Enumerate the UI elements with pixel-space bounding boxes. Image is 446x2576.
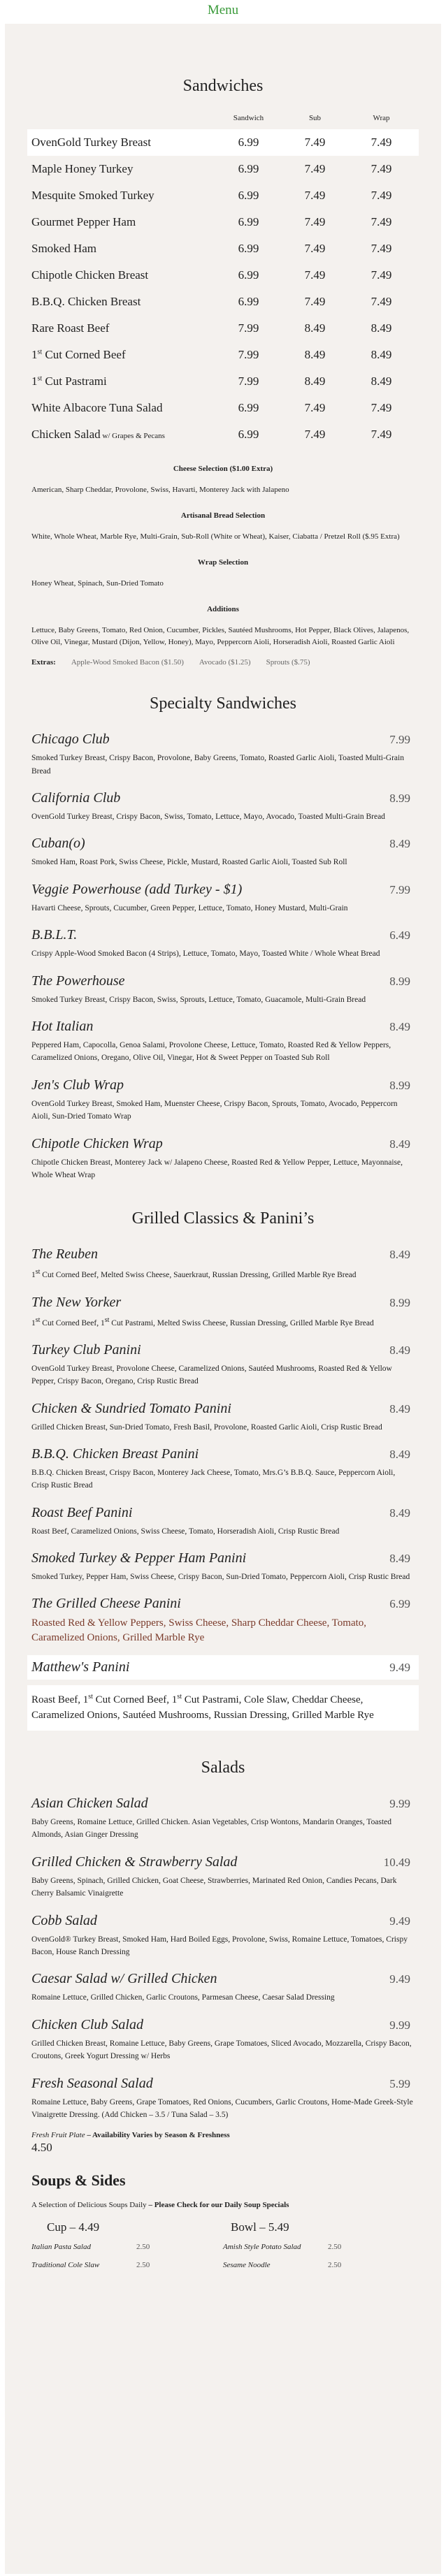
item-price: 7.99 <box>389 733 410 747</box>
bread-title: Artisanal Bread Selection <box>180 511 266 521</box>
price-row <box>31 315 415 342</box>
price-sub: 8.49 <box>304 374 326 388</box>
soups-title: Soups & Sides <box>31 2171 126 2190</box>
item-price: 8.49 <box>389 1552 410 1566</box>
price-sandwich: 7.99 <box>238 348 259 361</box>
menu-item <box>31 1796 415 1842</box>
price-row <box>31 421 415 448</box>
price-sub: 7.49 <box>304 401 326 414</box>
item-desc: OvenGold Turkey Breast, Crispy Bacon, Swiss, Tomato, Lettuce, Mayo, Avocado, Toasted Multi-Grain Bread <box>31 813 385 822</box>
additions-title: Additions <box>207 605 239 614</box>
item-price: 9.99 <box>389 2018 410 2032</box>
item-name: Jen's Club Wrap <box>31 1077 124 1093</box>
fresh-fruit-note: – Availability Varies by Season & Freshness <box>85 2131 230 2140</box>
price-row <box>31 289 415 315</box>
price-wrap: 7.49 <box>371 242 392 255</box>
row-name: Chicken Salad w/ Grapes & Pecans <box>31 428 165 441</box>
fresh-fruit-label: Fresh Fruit Plate <box>31 2131 85 2140</box>
sandwiches-title: Sandwiches <box>182 77 264 95</box>
extra-item: Sprouts ($.75) <box>266 658 310 667</box>
row-name: Gourmet Pepper Ham <box>31 215 136 228</box>
cup-price: Cup – 4.49 <box>47 2220 100 2234</box>
price-sandwich: 6.99 <box>238 215 259 228</box>
menu-item <box>31 2017 415 2063</box>
item-price: 8.49 <box>389 1343 410 1357</box>
item-desc: OvenGold Turkey Breast, Smoked Ham, Muenster Cheese, Crispy Bacon, Sprouts, Tomato, Avocado, Peppercorn Aioli, Sun-Dried Tomato Wrap <box>31 1099 398 1121</box>
item-desc: Havarti Cheese, Sprouts, Cucumber, Green Pepper, Lettuce, Tomato, Honey Mustard, Multi-Grain <box>31 903 348 912</box>
item-name: Chicken Club Salad <box>31 2016 143 2032</box>
cheese-title: Cheese Selection ($1.00 Extra) <box>173 465 273 473</box>
price-sandwich: 7.99 <box>238 321 259 335</box>
row-name: 1st Cut Corned Beef <box>31 348 126 361</box>
specialty-list <box>31 732 415 1181</box>
item-name: Matthew's Panini <box>31 1659 130 1675</box>
price-sandwich: 6.99 <box>238 242 259 255</box>
menu-link[interactable]: Menu <box>207 3 239 17</box>
item-price: 8.99 <box>389 792 410 806</box>
row-name: Smoked Ham <box>31 242 97 255</box>
grilled-list <box>31 1342 415 1584</box>
price-wrap: 8.49 <box>371 374 392 388</box>
price-row <box>31 262 415 289</box>
item-price: 5.99 <box>389 2076 410 2090</box>
side-price: 2.50 <box>136 2243 150 2252</box>
menu-item <box>31 1913 415 1959</box>
item-price: 9.49 <box>389 1914 410 1928</box>
price-sub: 7.49 <box>304 295 326 308</box>
item-price: 8.49 <box>389 1019 410 1033</box>
side-name: Traditional Cole Slaw <box>31 2261 100 2270</box>
side-price: 2.50 <box>136 2261 150 2270</box>
price-row <box>31 156 415 182</box>
item-price: 6.99 <box>389 1597 410 1611</box>
item-name: Fresh Seasonal Salad <box>31 2075 153 2091</box>
item-desc: Baby Greens, Romaine Lettuce, Grilled Chicken. Asian Vegetables, Crisp Wontons, Mandarin Oranges, Toasted Almonds, Asian Ginger Dressing <box>31 1817 392 1840</box>
item-name: B.B.Q. Chicken Breast Panini <box>31 1446 199 1462</box>
fresh-fruit <box>31 2131 415 2139</box>
menu-item <box>31 732 415 778</box>
item-name: Smoked Turkey & Pepper Ham Panini <box>31 1550 247 1566</box>
item-name: Chicken & Sundried Tomato Panini <box>31 1400 231 1416</box>
price-wrap: 8.49 <box>371 348 392 361</box>
item-desc: Grilled Chicken Breast, Sun-Dried Tomato, Fresh Basil, Provolone, Roasted Garlic Aioli, Crisp Rustic Bread <box>31 1422 382 1432</box>
item-name: The Powerhouse <box>31 973 125 989</box>
bread-text: White, Whole Wheat, Marble Rye, Multi-Grain, Sub-Roll (White or Wheat), Kaiser, Ciabatta / Pretzel Roll ($.95 Extra) <box>31 532 400 541</box>
price-sub: 7.49 <box>304 215 326 228</box>
price-sandwich: 6.99 <box>238 268 259 282</box>
item-price: 6.49 <box>389 929 410 943</box>
row-name: Maple Honey Turkey <box>31 162 134 175</box>
item-desc: Baby Greens, Spinach, Grilled Chicken, Goat Cheese, Strawberries, Marinated Red Onion, Candies Pecans, Dark Cherry Balsamic Vinaigrette <box>31 1876 397 1898</box>
price-sandwich: 6.99 <box>238 162 259 175</box>
item-price: 9.49 <box>389 1972 410 1986</box>
item-name: Caesar Salad w/ Grilled Chicken <box>31 1971 217 1987</box>
price-row <box>31 342 415 368</box>
item-name: Veggie Powerhouse (add Turkey - $1) <box>31 881 243 897</box>
item-name: Asian Chicken Salad <box>31 1795 148 1811</box>
item-price: 10.49 <box>383 1855 410 1869</box>
price-sandwich: 6.99 <box>238 136 259 149</box>
menu-item <box>31 836 415 868</box>
item-desc: Smoked Turkey Breast, Crispy Bacon, Provolone, Baby Greens, Tomato, Roasted Garlic Aioli, Toasted Multi-Grain Bread <box>31 754 404 776</box>
menu-item <box>31 1246 415 1281</box>
item-desc: Roast Beef, Caramelized Onions, Swiss Cheese, Tomato, Horseradish Aioli, Crisp Rustic Bread <box>31 1527 340 1536</box>
specialty-title: Specialty Sandwiches <box>150 694 296 713</box>
salads-list <box>31 1796 415 2121</box>
price-row <box>31 395 415 421</box>
column-wrap: Wrap <box>373 114 390 122</box>
item-price: 8.49 <box>389 1402 410 1416</box>
sides-grid <box>31 2243 415 2269</box>
price-sub: 7.49 <box>304 136 326 149</box>
row-name: OvenGold Turkey Breast <box>31 136 151 149</box>
item-desc: Smoked Ham, Roast Pork, Swiss Cheese, Pickle, Mustard, Roasted Garlic Aioli, Toasted Sub Roll <box>31 858 347 867</box>
soup-intro: A Selection of Delicious Soups Daily – Please Check for our Daily Soup Specials <box>31 2201 289 2210</box>
cup-bowl-prices <box>31 2220 415 2234</box>
extras-label: Extras: <box>31 658 56 667</box>
menu-document <box>5 24 441 2574</box>
price-sandwich: 6.99 <box>238 295 259 308</box>
side-name: Italian Pasta Salad <box>31 2243 91 2252</box>
item-price: 9.49 <box>389 1661 410 1675</box>
menu-item <box>31 927 415 960</box>
item-price: 8.49 <box>389 837 410 851</box>
price-sub: 8.49 <box>304 348 326 361</box>
item-desc: Grilled Chicken Breast, Romaine Lettuce, Baby Greens, Grape Tomatoes, Sliced Avocado, Mozzarella, Crispy Bacon, Croutons, Greek Yogurt Dressing w/ Herbs <box>31 2039 412 2061</box>
item-desc: Romaine Lettuce, Grilled Chicken, Garlic Croutons, Parmesan Cheese, Caesar Salad Dressing <box>31 1993 335 2002</box>
price-sandwich: 6.99 <box>238 428 259 441</box>
menu-item <box>27 1655 419 1680</box>
item-desc: Smoked Turkey Breast, Crispy Bacon, Swiss, Sprouts, Lettuce, Tomato, Guacamole, Multi-Grain Bread <box>31 995 366 1004</box>
item-name: The New Yorker <box>31 1294 122 1310</box>
item-name: Chipotle Chicken Wrap <box>31 1135 163 1151</box>
sandwich-column-headers <box>31 114 415 122</box>
side-price: 2.50 <box>328 2243 342 2252</box>
cheese-text: American, Sharp Cheddar, Provolone, Swiss, Havarti, Monterey Jack with Jalapeno <box>31 486 289 494</box>
price-wrap: 7.49 <box>371 401 392 414</box>
price-wrap: 7.49 <box>371 136 392 149</box>
price-sub: 8.49 <box>304 321 326 335</box>
price-row <box>31 182 415 209</box>
item-price: 8.49 <box>389 1248 410 1262</box>
wrap-title: Wrap Selection <box>197 558 249 567</box>
item-name: Roast Beef Panini <box>31 1504 133 1520</box>
item-desc: Chipotle Chicken Breast, Monterey Jack w/ Jalapeno Cheese, Roasted Red & Yellow Pepper, Lettuce, Mayonnaise, Whole Wheat Wrap <box>31 1158 403 1179</box>
item-desc: Peppered Ham, Capocolla, Genoa Salami, Provolone Cheese, Lettuce, Tomato, Roasted Red & Yellow Peppers, Caramelized Onions, Oregano, Olive Oil, Vinegar, Hot & Sweet Pepper on Toasted Sub Roll <box>31 1040 391 1063</box>
item-desc: Roasted Red & Yellow Peppers, Swiss Cheese, Sharp Cheddar Cheese, Tomato, Caramelized Onions, Grilled Marble Rye <box>31 1617 367 1644</box>
wrap-text: Honey Wheat, Spinach, Sun-Dried Tomato <box>31 579 164 588</box>
item-desc: 1st Cut Corned Beef, Melted Swiss Cheese, Sauerkraut, Russian Dressing, Grilled Marble Rye Bread <box>31 1268 357 1280</box>
additions-text: Lettuce, Baby Greens, Tomato, Red Onion, Cucumber, Pickles, Sautéed Mushrooms, Hot Pepper, Black Olives, Jalapenos, Olive Oil, Vinegar, Mustard (Dijon, Yellow, Honey), Mayo, Peppercorn Aioli, Horseradish Aioli, Roasted Garlic Aioli <box>31 626 410 647</box>
price-sandwich: 6.99 <box>238 401 259 414</box>
menu-item <box>31 1446 415 1492</box>
menu-item <box>31 1854 415 1900</box>
item-desc: OvenGold® Turkey Breast, Smoked Ham, Hard Boiled Eggs, Provolone, Swiss, Romaine Lettuce, Tomatoes, Crispy Bacon, House Ranch Dressing <box>31 1935 408 1956</box>
item-price: 8.49 <box>389 1447 410 1461</box>
item-desc: B.B.Q. Chicken Breast, Crispy Bacon, Monterey Jack Cheese, Tomato, Mrs.G’s B.B.Q. Sauce, Peppercorn Aioli, Crisp Rustic Bread <box>31 1468 396 1490</box>
price-wrap: 8.49 <box>371 321 392 335</box>
item-desc: Romaine Lettuce, Baby Greens, Grape Tomatoes, Red Onions, Cucumbers, Garlic Croutons, Home-Made Greek-Style Vinaigrette Dressing. (Add Chicken – 3.5 / Tuna Salad – 3.5) <box>31 2097 413 2119</box>
menu-item <box>31 1401 415 1434</box>
item-name: The Grilled Cheese Panini <box>31 1596 181 1612</box>
item-name: Hot Italian <box>31 1018 94 1034</box>
sandwich-options <box>31 465 415 648</box>
price-sub: 7.49 <box>304 242 326 255</box>
side-name: Sesame Noodle <box>223 2261 271 2270</box>
item-desc: OvenGold Turkey Breast, Provolone Cheese, Caramelized Onions, Sautéed Mushrooms, Roasted Red & Yellow Pepper, Crispy Bacon, Oregano, Crisp Rustic Bread <box>31 1364 392 1386</box>
price-row <box>31 235 415 262</box>
item-desc: 1st Cut Corned Beef, 1st Cut Pastrami, Melted Swiss Cheese, Russian Dressing, Grilled Marble Rye Bread <box>31 1316 374 1327</box>
price-sub: 7.49 <box>304 189 326 202</box>
menu-item <box>31 882 415 915</box>
row-name: 1st Cut Pastrami <box>31 374 107 388</box>
item-price: 9.99 <box>389 1796 410 1810</box>
price-row <box>31 368 415 395</box>
item-name: Cuban(o) <box>31 836 85 852</box>
price-sub: 7.49 <box>304 268 326 282</box>
side-price: 2.50 <box>328 2261 342 2270</box>
extra-item: Avocado ($1.25) <box>199 658 251 667</box>
menu-item <box>31 1505 415 1538</box>
item-price: 8.99 <box>389 1078 410 1092</box>
column-sandwich: Sandwich <box>233 114 264 122</box>
fresh-fruit-price: 4.50 <box>31 2141 52 2155</box>
item-name: Grilled Chicken & Strawberry Salad <box>31 1854 238 1870</box>
column-sub: Sub <box>308 114 322 122</box>
menu-item <box>31 790 415 823</box>
row-name: Chipotle Chicken Breast <box>31 268 149 282</box>
menu-item <box>31 1596 415 1645</box>
bowl-price: Bowl – 5.49 <box>231 2220 289 2234</box>
menu-item <box>31 1136 415 1182</box>
item-name: Turkey Club Panini <box>31 1341 141 1358</box>
price-row <box>27 129 419 156</box>
top-nav <box>0 0 446 24</box>
item-name: B.B.L.T. <box>31 927 78 943</box>
price-sub: 7.49 <box>304 428 326 441</box>
item-price: 8.49 <box>389 1506 410 1520</box>
row-name: Mesquite Smoked Turkey <box>31 189 154 202</box>
price-wrap: 7.49 <box>371 268 392 282</box>
item-name: California Club <box>31 790 121 806</box>
item-desc: Crispy Apple-Wood Smoked Bacon (4 Strips), Lettuce, Tomato, Mayo, Toasted White / Whole Wheat Bread <box>31 949 380 959</box>
item-name: The Reuben <box>31 1246 98 1262</box>
grilled-title: Grilled Classics & Panini’s <box>131 1209 315 1228</box>
menu-item <box>31 1295 415 1330</box>
menu-item <box>31 1342 415 1388</box>
menu-item <box>31 1971 415 2004</box>
item-desc: Smoked Turkey, Pepper Ham, Swiss Cheese, Crispy Bacon, Sun-Dried Tomato, Peppercorn Aioli, Crisp Rustic Bread <box>31 1573 410 1582</box>
side-name: Amish Style Potato Salad <box>223 2243 301 2252</box>
menu-item <box>31 1550 415 1583</box>
item-price: 8.99 <box>389 1295 410 1309</box>
price-wrap: 7.49 <box>371 162 392 175</box>
item-desc: Roast Beef, 1st Cut Corned Beef, 1st Cut Pastrami, Cole Slaw, Cheddar Cheese, Caramelized Onions, Sautéed Mushrooms, Russian Dressing, Grilled Marble Rye <box>27 1685 419 1731</box>
price-wrap: 7.49 <box>371 295 392 308</box>
menu-item <box>31 1019 415 1065</box>
price-wrap: 7.49 <box>371 189 392 202</box>
price-wrap: 7.49 <box>371 428 392 441</box>
item-price: 8.49 <box>389 1137 410 1151</box>
price-sub: 7.49 <box>304 162 326 175</box>
row-name: Rare Roast Beef <box>31 321 110 335</box>
item-name: Chicago Club <box>31 732 110 748</box>
row-name: B.B.Q. Chicken Breast <box>31 295 141 308</box>
price-wrap: 7.49 <box>371 215 392 228</box>
item-price: 7.99 <box>389 882 410 896</box>
salads-title: Salads <box>201 1758 245 1777</box>
menu-item <box>31 973 415 1006</box>
item-name: Cobb Salad <box>31 1912 97 1928</box>
item-price: 8.99 <box>389 974 410 988</box>
extras-row <box>31 658 415 667</box>
row-name: White Albacore Tuna Salad <box>31 401 163 414</box>
menu-item <box>31 2076 415 2122</box>
price-sandwich: 7.99 <box>238 374 259 388</box>
menu-item <box>31 1077 415 1123</box>
extra-item: Apple-Wood Smoked Bacon ($1.50) <box>71 658 184 667</box>
price-sandwich: 6.99 <box>238 189 259 202</box>
price-row <box>31 209 415 235</box>
